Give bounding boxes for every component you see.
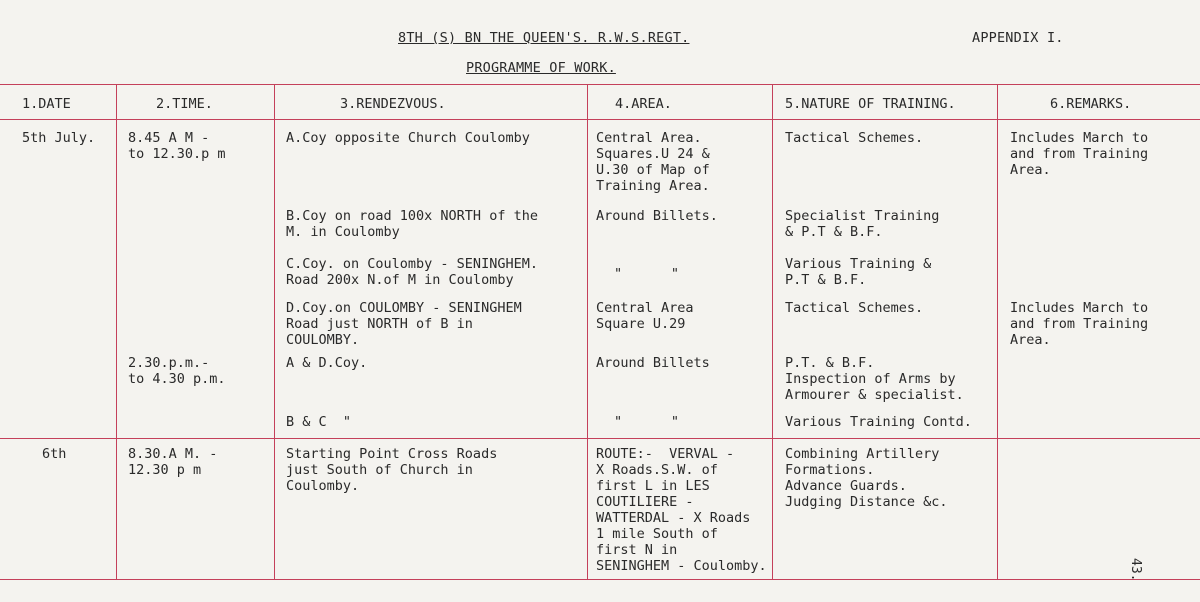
cell-area: Around Billets. [596,208,718,224]
table-bottom-rule [0,579,1200,580]
col-divider-4 [772,84,773,579]
appendix-label: APPENDIX I. [972,30,1064,46]
cell-area: ROUTE:- VERVAL - X Roads.S.W. of first L in LES COUTILIERE - WATTERDAL - X Roads 1 mile South of first N in SENINGHEM - Coulomby. [596,446,767,574]
cell-area: Central Area. Squares.U 24 & U.30 of Map of Training Area. [596,130,710,194]
page-number: 43. [1128,558,1143,582]
col-header-training: 5.NATURE OF TRAINING. [785,96,956,112]
col-header-remarks: 6.REMARKS. [1050,96,1132,112]
cell-area: " " [614,266,680,282]
cell-rendezvous: C.Coy. on Coulomby - SENINGHEM. Road 200x N.of M in Coulomby [286,256,538,288]
cell-rendezvous: A & D.Coy. [286,355,368,371]
cell-training: Combining Artillery Formations. Advance Guards. Judging Distance &c. [785,446,948,510]
document-subtitle: PROGRAMME OF WORK. [466,60,616,76]
row-divider-rule [0,438,1200,439]
cell-training: P.T. & B.F. Inspection of Arms by Armourer & specialist. [785,355,964,403]
cell-date: 5th July. [22,130,96,146]
cell-time: 8.30.A M. - 12.30 p m [128,446,218,478]
cell-training: Specialist Training & P.T & B.F. [785,208,940,240]
cell-area: " " [614,414,680,430]
col-divider-5 [997,84,998,579]
cell-rendezvous: Starting Point Cross Roads just South of Church in Coulomby. [286,446,498,494]
cell-remarks: Includes March to and from Training Area. [1010,300,1149,348]
cell-training: Tactical Schemes. [785,300,924,316]
col-divider-3 [587,84,588,579]
document-title: 8TH (S) BN THE QUEEN'S. R.W.S.REGT. [398,30,690,46]
cell-rendezvous: A.Coy opposite Church Coulomby [286,130,530,146]
cell-training: Tactical Schemes. [785,130,924,146]
cell-rendezvous: B.Coy on road 100x NORTH of the M. in Coulomby [286,208,538,240]
header-bottom-rule [0,119,1200,120]
cell-remarks: Includes March to and from Training Area. [1010,130,1149,178]
col-header-date: 1.DATE [22,96,71,112]
cell-area: Around Billets [596,355,710,371]
cell-date: 6th [42,446,67,462]
cell-area: Central Area Square U.29 [596,300,694,332]
cell-time: 2.30.p.m.- to 4.30 p.m. [128,355,226,387]
cell-training: Various Training & P.T & B.F. [785,256,932,288]
table-top-rule [0,84,1200,85]
col-header-area: 4.AREA. [615,96,672,112]
col-divider-1 [116,84,117,579]
cell-training: Various Training Contd. [785,414,972,430]
col-header-time: 2.TIME. [156,96,213,112]
cell-rendezvous: D.Coy.on COULOMBY - SENINGHEM Road just NORTH of B in COULOMBY. [286,300,522,348]
cell-time: 8.45 A M - to 12.30.p m [128,130,226,162]
col-divider-2 [274,84,275,579]
col-header-rendezvous: 3.RENDEZVOUS. [340,96,446,112]
cell-rendezvous: B & C " [286,414,352,430]
